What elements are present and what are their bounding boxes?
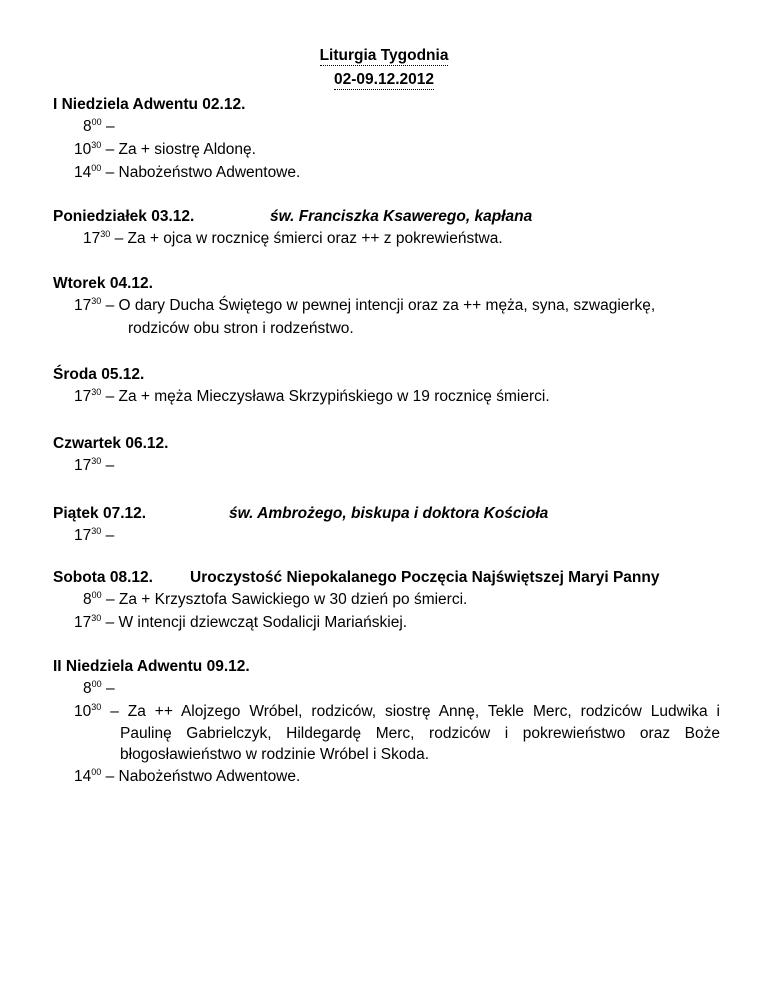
mass-hour: 17 [74, 614, 92, 631]
mass-intention: – [101, 680, 115, 697]
mass-entry [53, 677, 720, 700]
mass-entry [53, 700, 720, 723]
day-heading: Poniedziałek 03.12. [53, 208, 195, 225]
mass-minute: 00 [91, 767, 102, 777]
mass-minute: 00 [91, 117, 102, 127]
mass-intention: – Nabożeństwo Adwentowe. [101, 768, 301, 785]
mass-intention: – Nabożeństwo Adwentowe. [101, 164, 301, 181]
mass-minute: 30 [91, 387, 102, 397]
mass-hour: 14 [74, 164, 92, 181]
mass-hour: 8 [83, 591, 92, 608]
day-section [53, 364, 720, 408]
day-section [53, 567, 720, 634]
mass-hour: 10 [74, 141, 92, 158]
mass-hour: 8 [83, 118, 92, 135]
date-range: 02-09.12.2012 [334, 71, 434, 88]
mass-entry [53, 385, 720, 408]
mass-hour: 17 [74, 527, 92, 544]
mass-hour: 17 [74, 457, 92, 474]
day-section [53, 206, 720, 250]
mass-intention: – Za ++ Alojzego Wróbel, rodziców, siostrę Annę, Tekle Merc, rodziców Ludwika i [101, 703, 720, 720]
mass-minute: 30 [91, 296, 102, 306]
mass-intention: – [101, 457, 115, 474]
mass-entry [53, 161, 720, 184]
mass-intention: – W intencji dziewcząt Sodalicji Mariańskiej. [101, 614, 408, 631]
mass-intention: – [101, 527, 115, 544]
mass-minute: 00 [91, 679, 102, 689]
mass-intention: – Za + siostrę Aldonę. [101, 141, 256, 158]
mass-entry [53, 115, 720, 138]
title-block [0, 44, 768, 92]
day-heading: II Niedziela Adwentu 09.12. [53, 658, 250, 675]
mass-minute: 30 [91, 613, 102, 623]
mass-intention: – [101, 118, 115, 135]
day-heading: Środa 05.12. [53, 366, 145, 383]
day-section [53, 94, 720, 184]
mass-entry [53, 765, 720, 788]
mass-intention: – Za + Krzysztofa Sawickiego w 30 dzień po śmierci. [101, 591, 468, 608]
feast-name: św. Franciszka Ksawerego, kapłana [270, 208, 533, 225]
mass-minute: 30 [91, 140, 102, 150]
mass-minute: 30 [100, 229, 111, 239]
day-section [53, 433, 720, 477]
mass-intention: – O dary Ducha Świętego w pewnej intencji oraz za ++ męża, syna, szwagierkę, [101, 297, 656, 314]
mass-entry [53, 611, 720, 634]
mass-entry [53, 138, 720, 161]
mass-minute: 00 [91, 590, 102, 600]
mass-minute: 30 [91, 526, 102, 536]
mass-entry [53, 454, 720, 477]
feast-name: Uroczystość Niepokalanego Poczęcia Najświętszej Maryi Panny [190, 569, 660, 586]
feast-name: św. Ambrożego, biskupa i doktora Kościoła [229, 505, 549, 522]
day-heading: Sobota 08.12. [53, 569, 153, 586]
mass-hour: 8 [83, 680, 92, 697]
day-section [53, 273, 720, 340]
mass-minute: 30 [91, 702, 102, 712]
mass-intention-continued: rodziców obu stron i rodzeństwo. [128, 320, 354, 337]
mass-entry [53, 227, 720, 250]
mass-hour: 14 [74, 768, 92, 785]
mass-intention: – Za + ojca w rocznicę śmierci oraz ++ z pokrewieństwa. [110, 230, 503, 247]
mass-entry [53, 294, 720, 317]
mass-hour: 17 [83, 230, 101, 247]
mass-hour: 10 [74, 703, 92, 720]
mass-hour: 17 [74, 297, 92, 314]
mass-entry [53, 524, 720, 547]
day-heading: I Niedziela Adwentu 02.12. [53, 96, 246, 113]
mass-minute: 30 [91, 456, 102, 466]
day-heading: Czwartek 06.12. [53, 435, 169, 452]
mass-hour: 17 [74, 388, 92, 405]
page-title: Liturgia Tygodnia [319, 47, 449, 64]
day-heading: Piątek 07.12. [53, 505, 147, 522]
day-section [53, 503, 720, 547]
day-heading: Wtorek 04.12. [53, 275, 153, 292]
mass-minute: 00 [91, 163, 102, 173]
mass-entry [53, 588, 720, 611]
mass-intention-continued: Paulinę Gabrielczyk, Hildegardę Merc, rodziców i pokrewieństwo oraz Boże błogosławieństwo w rodzinie Wróbel i Skoda. [120, 725, 720, 763]
day-section [53, 656, 720, 788]
mass-intention: – Za + męża Mieczysława Skrzypińskiego w 19 rocznicę śmierci. [101, 388, 550, 405]
